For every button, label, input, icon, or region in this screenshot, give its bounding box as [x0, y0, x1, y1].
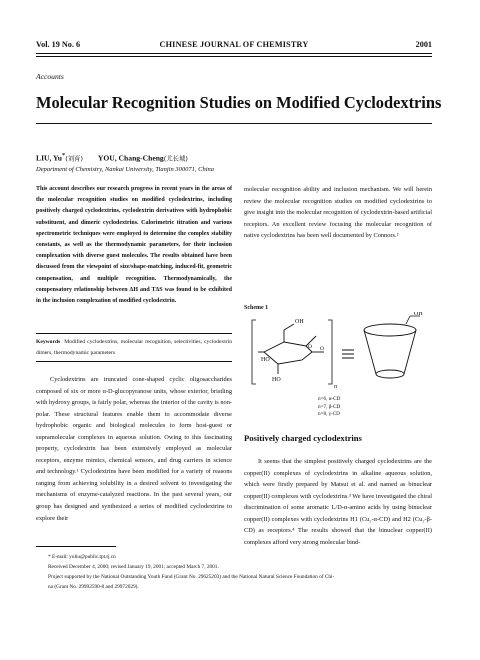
page-year: 2001	[415, 40, 432, 49]
keywords	[36, 337, 232, 359]
scheme-label: Scheme 1	[244, 305, 269, 311]
corresponding-mark: *	[62, 152, 66, 159]
abstract: This account describes our research progress in recent years in the areas of the molecular recognition studies on modified cyclodextrins, including positively charged cyclodextrins, cyclodextrin derivatives with hydrophobic substituent, and dimeric cyclodextrins. Calorimetric titration and various spectrometric techniques were employed to determine the complex stability constants, as well as the thermodynamic parameters, for their inclusion complexation with diverse guest molecules. The results obtained have been discussed from the viewpoint of size/shape-matching, induced-fit, geometric compensation, and multiple recognition. Thermodynamically, the compensatory relationship between ΔH and TΔS was found to be exhibited in the inclusion complexation of modified cyclodextrin.	[36, 186, 232, 305]
legend-alpha: n=6, α-CD	[318, 396, 341, 402]
keywords-rule-bottom	[36, 361, 232, 362]
cone-sides	[364, 330, 416, 374]
footnote-email: * E-mail: yuliu@public.tpt.tj.cn	[48, 554, 116, 560]
equivalence-symbol	[342, 350, 354, 358]
header-rule-thick	[36, 53, 432, 54]
ho-label-left: HO	[261, 357, 270, 363]
keywords-text: Modified cyclodextrins, molecular recognition, selectivities, cyclodextrin dimers, thermodynamic parameters	[36, 339, 232, 356]
footnote-rule	[36, 546, 116, 547]
author-2: YOU, Chang-Cheng	[97, 153, 164, 163]
keywords-rule-top	[36, 333, 232, 334]
journal-name: CHINESE JOURNAL OF CHEMISTRY	[159, 40, 309, 49]
footnotes	[36, 552, 432, 592]
scheme-1-figure	[250, 312, 430, 407]
intro-paragraph-left	[36, 374, 232, 524]
affiliation: Department of Chemistry, Nankai University, Tianjin 300071, China	[36, 166, 215, 173]
cyclodextrin-structure-diagram	[250, 312, 430, 402]
ring-o-label: O	[308, 344, 312, 350]
oh-label-ring: OH	[295, 319, 304, 325]
section-label: Accounts	[36, 72, 64, 81]
repeat-n-label: n	[334, 384, 337, 390]
author-line	[36, 152, 188, 163]
header-rule-thin	[36, 56, 432, 57]
glucose-ring	[264, 336, 316, 364]
oh-label-cone: OH	[414, 312, 423, 317]
author-2-chinese: (尤长城)	[163, 154, 188, 163]
author-1: LIU, Yu	[36, 153, 63, 163]
body-text-right-intro: molecular recognition ability and inclusion mechanism. We will herein review the molecular recognition studies on modified cyclodextrins to give insight into the molecular recognition of cyclodextrin-based artificial receptors. An excellent review focusing the molecular recognition of native cyclodextrins has been well documented by Connors.²	[244, 186, 432, 240]
footnote-support-1: Project supported by the National Outstanding Youth Fund (Grant No. 29625203) and the National Natural Science Foundation of Chi-	[48, 574, 335, 580]
cone-bottom-rim	[376, 370, 404, 378]
ch2oh-bond	[284, 324, 294, 342]
footnote-received: Received December 4, 2000; revised January 19, 2001; accepted March 7, 2001.	[48, 564, 219, 570]
subheading: Positively charged cyclodextrins	[244, 433, 362, 443]
volume-label: Vol. 19 No. 6	[36, 40, 81, 49]
cone-top-rim	[364, 324, 416, 336]
author-1-chinese: (刘育)	[65, 154, 83, 163]
legend-beta: n=7, β-CD	[318, 403, 341, 410]
cd-legend	[318, 396, 378, 419]
right-bracket	[328, 320, 332, 384]
section-paragraph-right	[244, 456, 432, 548]
title-rule	[36, 123, 432, 124]
legend-gamma: n=8, γ-CD	[318, 411, 340, 418]
article-title: Molecular Recognition Studies on Modified Cyclodextrins	[36, 93, 442, 112]
keywords-label: Keywords	[36, 339, 61, 345]
intro-paragraph-right	[244, 184, 432, 242]
left-bracket	[252, 320, 256, 384]
body-text-right: It seems that the simplest positively charged cyclodextrins are the copper(II) complexes of cyclodextrins in alkaline aqueous solution, which were firstly prepared by Matsui et al. and named as binuclear copper(II) complexes with cyclodextrins.³ We have investigated the chiral discrimination of some aromatic L/D-α-amino acids by using binuclear copper(II) complexes with cyclodextrins H1 (Cu₂-α-CD) and H2 (Cu₂-β-CD) as receptors.⁴ The results showed that the binuclear copper(II) complexes afford very strong molecular bind-	[244, 458, 432, 546]
ho-label-bottom: HO	[272, 377, 281, 383]
cone-oh-bond	[406, 316, 420, 324]
body-text-left: Cyclodextrins are truncated cone-shaped cyclic oligosaccharides composed of six or more α-D-glucopyranose units, whose exterior, bristling with hydroxy groups, is fairly polar, whereas the interior of the cavity is non-polar. These structural features enable them to accommodate diverse hydrophobic organic and biological molecules to form host-guest or supramolecular complexes in aqueous solution. Owing to this fascinating property, cyclodextrin has been extensively employed as molecular receptors, enzyme mimics, chemical sensors, and drug carriers in science and technology.¹ Cyclodextrins have been modified for a variety of reasons ranging from achieving solubility in a desired solvent to investigating the mechanisms of enzyme-catalyzed reactions. In the past several years, our group has designed and synthesized a series of modified cyclodextrins to explore their	[36, 376, 232, 522]
running-header	[36, 40, 432, 54]
footnote-support-2: na (Grant No. 29992590-8 and 29972029).	[48, 584, 139, 590]
link-o-label: O	[320, 346, 324, 352]
